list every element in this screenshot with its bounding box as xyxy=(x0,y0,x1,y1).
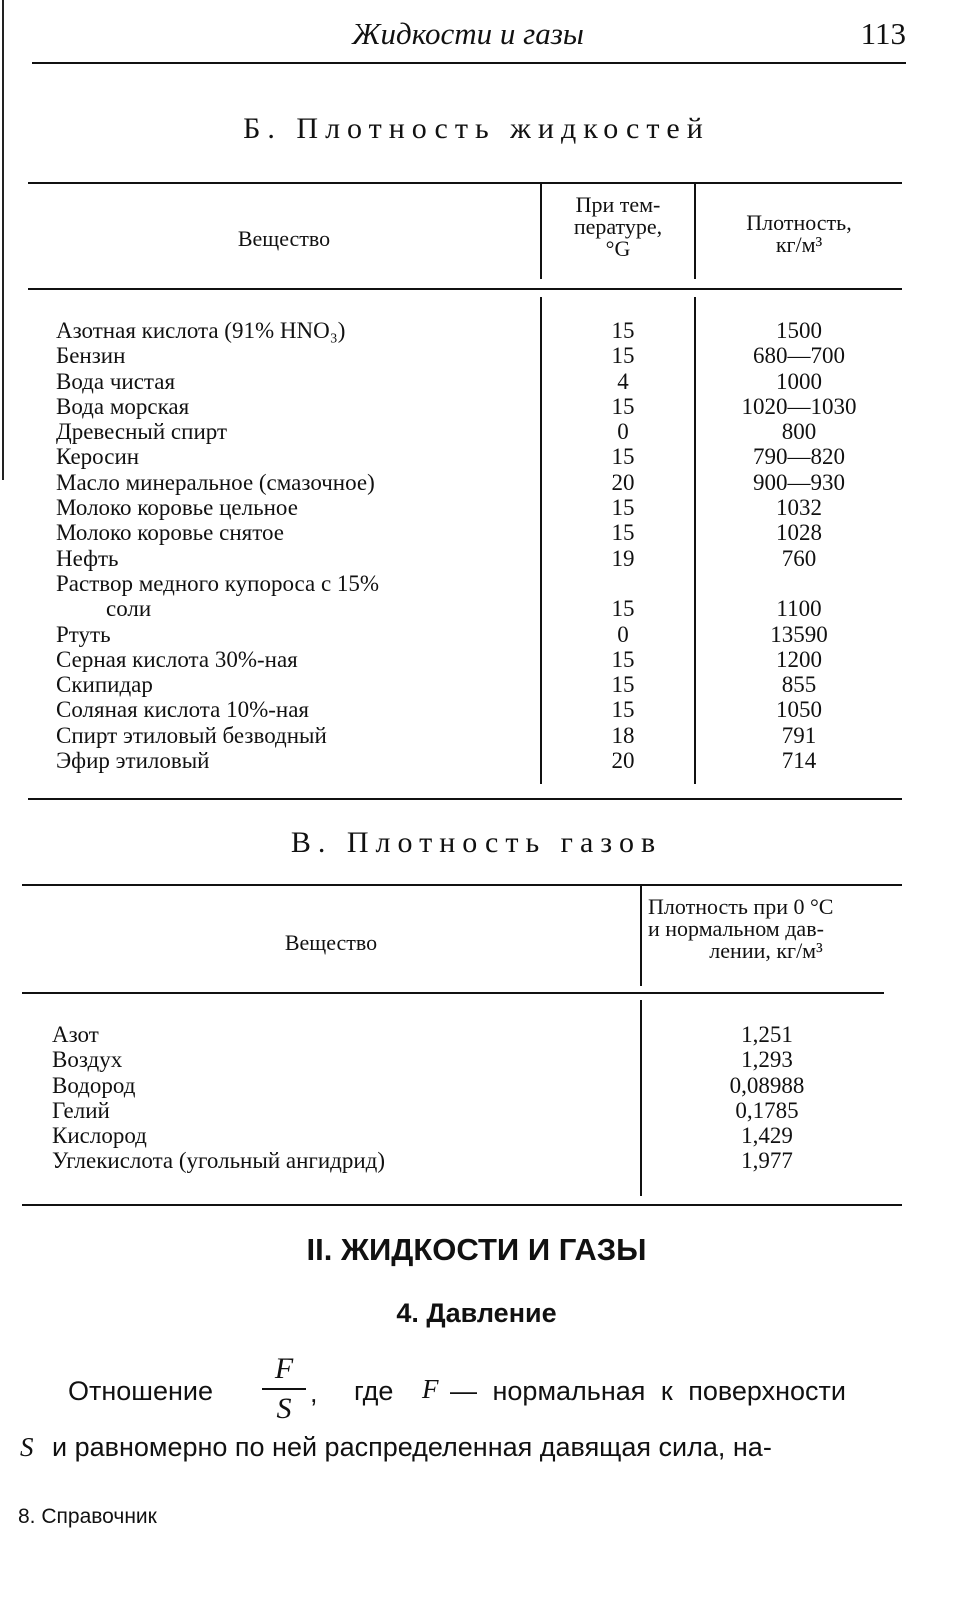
fraction-denominator: S xyxy=(276,1392,292,1425)
liquids-table xyxy=(28,182,902,800)
body-text-var-s: S xyxy=(20,1432,34,1462)
table-row: Соляная кислота 10%-ная xyxy=(56,697,310,723)
chapter-title: II. ЖИДКОСТИ И ГАЗЫ xyxy=(306,1232,647,1267)
table-row: соли xyxy=(106,596,152,622)
page-edge-line xyxy=(2,0,4,480)
table-row: Кислород xyxy=(52,1123,147,1149)
liquids-header-substance: Вещество xyxy=(237,226,331,251)
table-row: Вода морская xyxy=(56,393,190,419)
subsection-title: 4. Давление xyxy=(396,1298,557,1328)
table-row: Эфир этиловый xyxy=(56,748,210,774)
table-row: Молоко коровье снятое xyxy=(56,520,284,546)
table-row: Углекислота (угольный ангидрид) xyxy=(52,1148,386,1174)
table-row: Серная кислота 30%-ная xyxy=(56,646,298,672)
liquids-names-column xyxy=(56,318,536,773)
table-row: Древесный спирт xyxy=(56,419,228,445)
table-row: Вода чистая xyxy=(56,368,176,394)
table-row: Ртуть xyxy=(56,621,111,647)
body-text-start: Отношение xyxy=(68,1376,213,1406)
table-row: Раствор медного купороса с 15% xyxy=(56,570,380,596)
body-text-line2: и равномерно по ней распределенная давящая сила, на- xyxy=(52,1432,772,1462)
table-row: Спирт этиловый безводный xyxy=(56,722,327,748)
gases-table xyxy=(22,884,902,1206)
table-row: Азот xyxy=(52,1022,99,1047)
liquids-temp-column: 15 15 4 15 0 15 20 15 15 19 15 0 15 15 15 18 20 xyxy=(611,318,635,774)
table-row: Бензин xyxy=(56,343,126,369)
gases-header-density: Плотность при 0 °С и нормальном дав- лении, кг/м³ xyxy=(648,894,834,963)
gases-header-substance: Вещество xyxy=(284,930,378,955)
gases-header-rule xyxy=(22,992,884,994)
gases-names-column xyxy=(52,1022,632,1174)
header-rule xyxy=(32,62,906,64)
table-row: Скипидар xyxy=(56,672,153,698)
liquids-header-rule xyxy=(28,288,902,290)
table-row: Водород xyxy=(52,1072,136,1098)
fraction-f-over-s xyxy=(262,1352,306,1426)
gases-col-divider-b xyxy=(640,1000,642,1196)
table-row: Воздух xyxy=(52,1047,123,1073)
page-number: 113 xyxy=(860,16,906,51)
liquids-section-title: Б. Плотность жидкостей xyxy=(243,112,710,145)
fraction-bar xyxy=(262,1388,306,1390)
table-row: Масло минеральное (смазочное) xyxy=(56,469,375,495)
table-row: Гелий xyxy=(52,1097,110,1123)
body-text-where: где xyxy=(354,1376,394,1406)
liquids-header-temp: При тем- пературе, °G xyxy=(573,192,663,261)
gases-section-title: В. Плотность газов xyxy=(290,826,663,859)
running-head xyxy=(30,16,906,56)
table-row: Молоко коровье цельное xyxy=(56,495,298,521)
table-row: Азотная кислота (91% HNO₃) xyxy=(56,318,346,343)
liquids-header-density: Плотность, кг/м³ xyxy=(746,210,852,257)
body-text-comma: , xyxy=(310,1378,318,1408)
table-row: Керосин xyxy=(56,444,140,470)
body-text-line1-end: — нормальная к поверхности xyxy=(450,1376,846,1406)
running-title: Жидкости и газы xyxy=(352,16,584,51)
fraction-numerator: F xyxy=(274,1352,294,1385)
footer-signature: 8. Справочник xyxy=(18,1505,157,1528)
table-row: Нефть xyxy=(56,545,119,571)
gases-density-column: 1,251 1,293 0,08988 0,1785 1,429 1,977 xyxy=(729,1022,805,1174)
body-text-var-f: F xyxy=(422,1374,439,1404)
liquids-density-column: 1500 680—700 1000 1020—1030 800 790—820 900—930 1032 1028 760 1100 13590 1200 855 1050 791 714 xyxy=(741,318,857,774)
